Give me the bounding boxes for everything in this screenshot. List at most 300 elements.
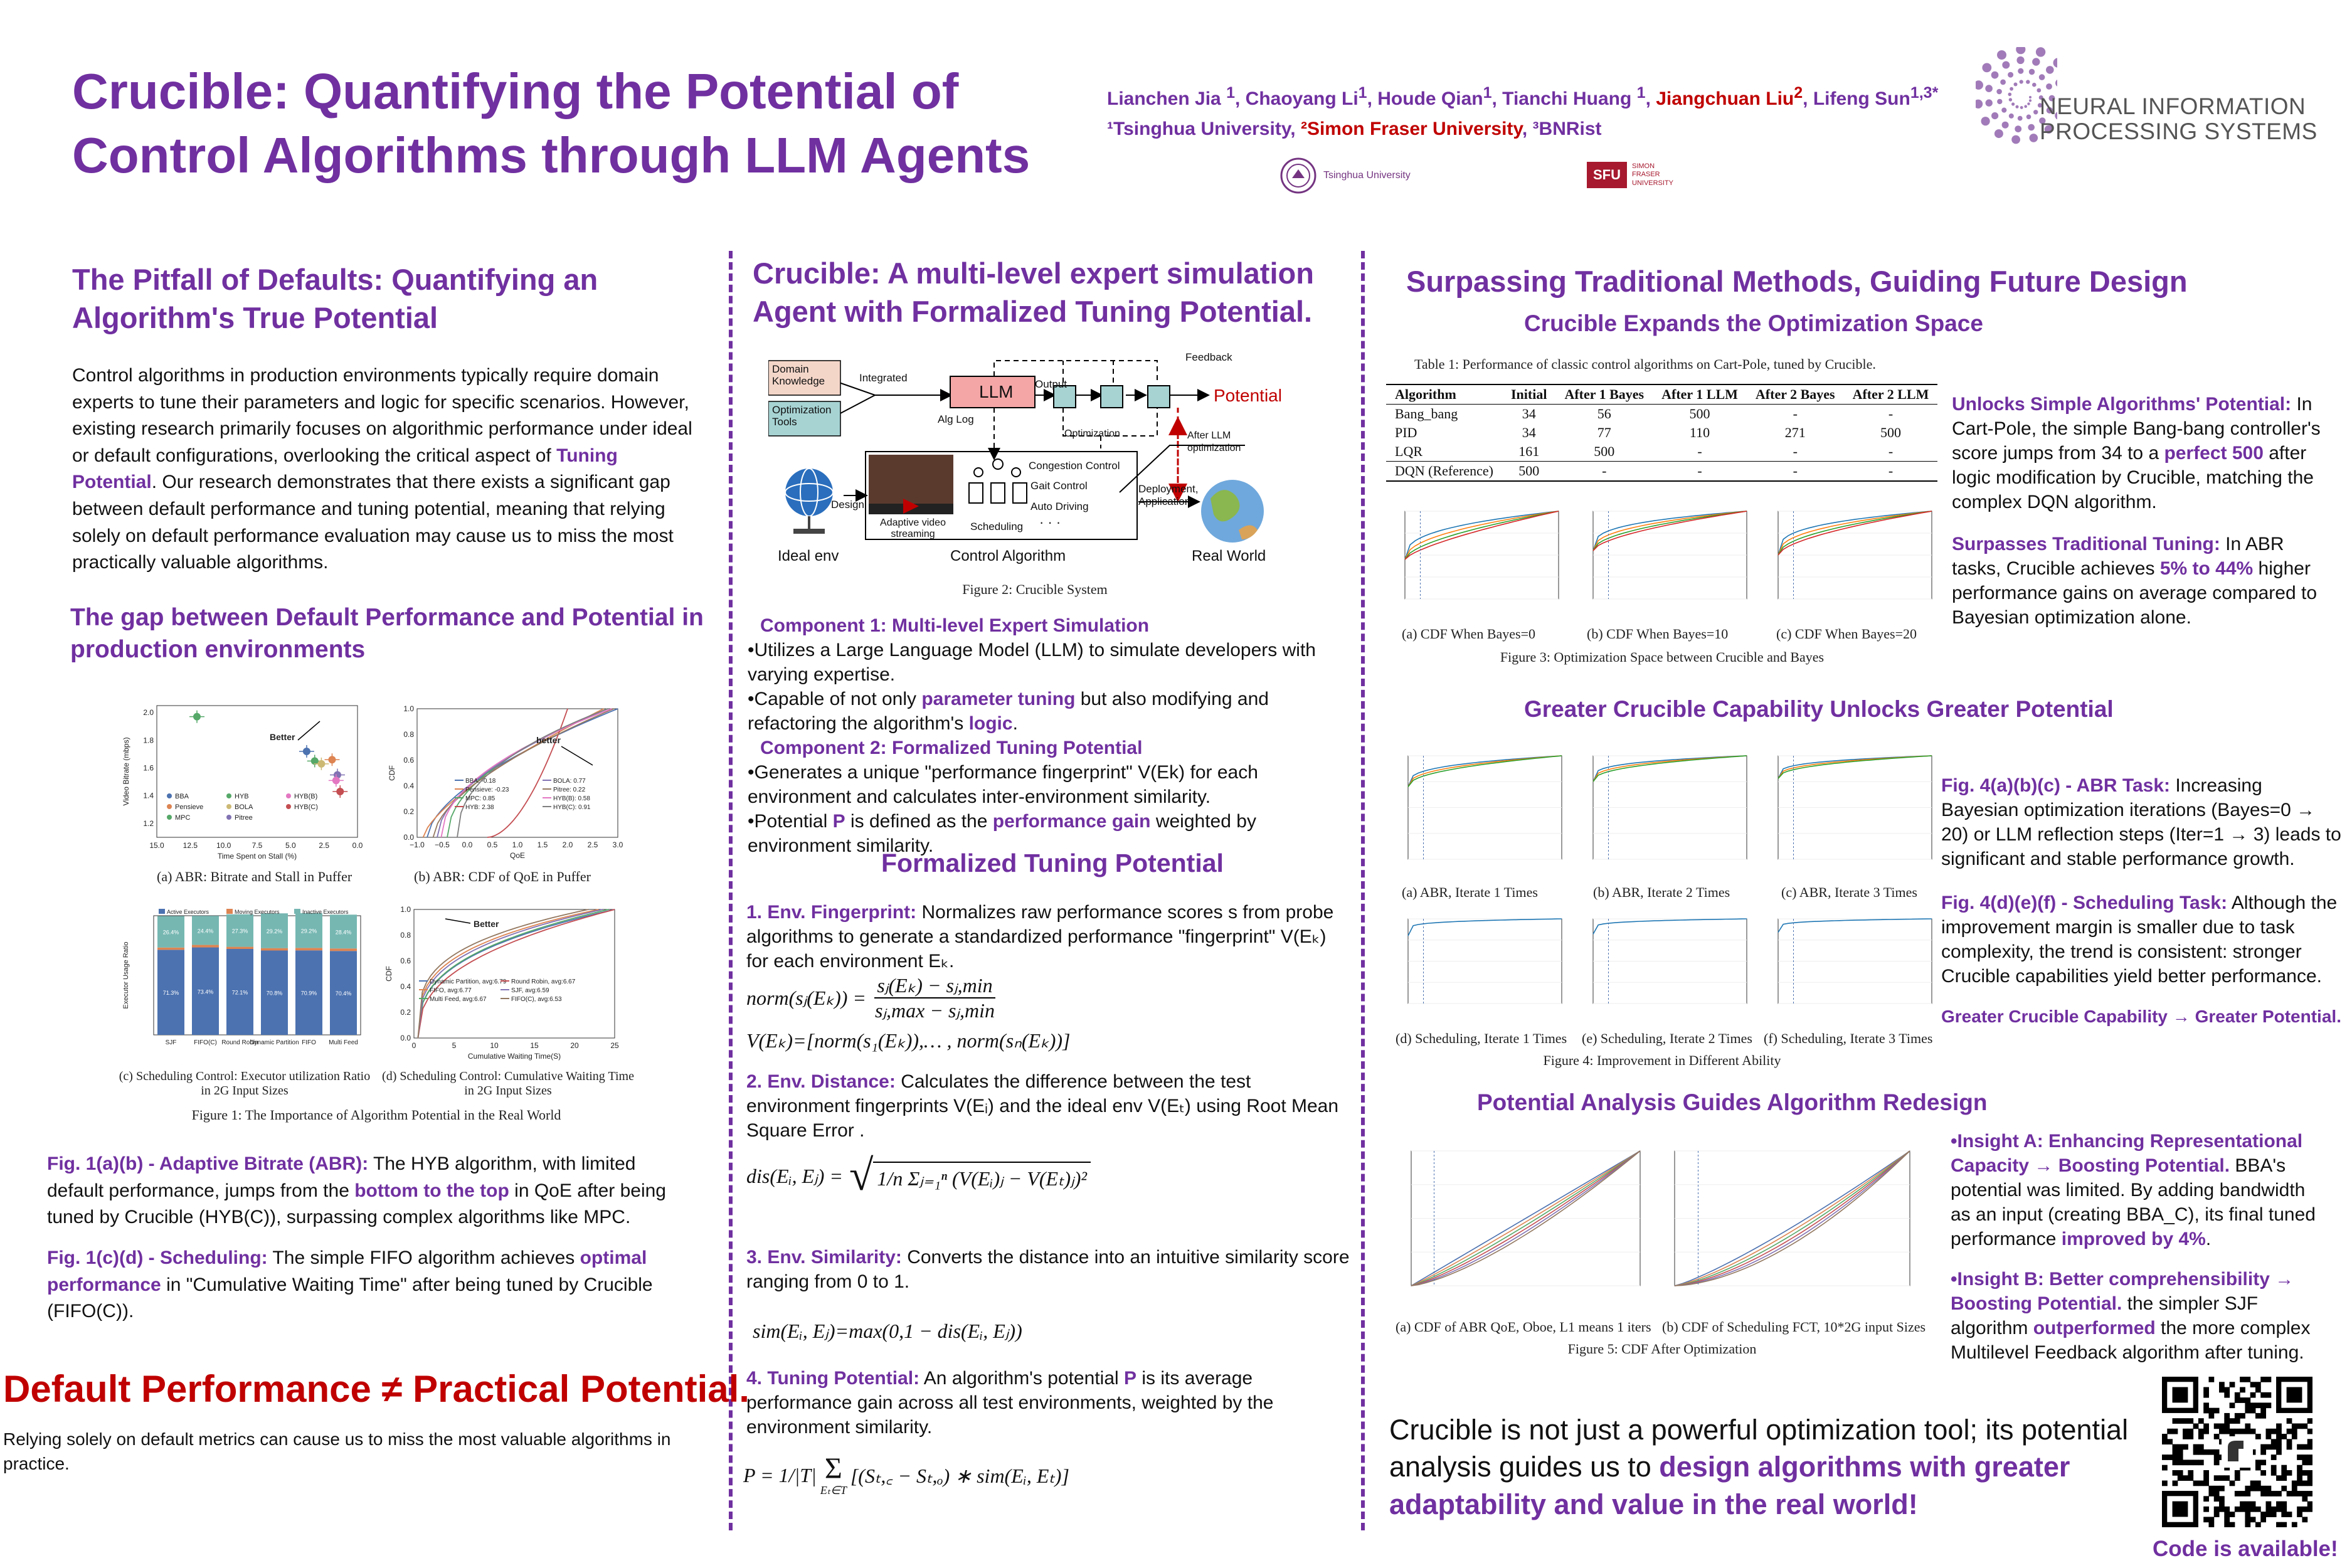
highlight: 5% to 44% <box>2159 558 2254 579</box>
qr-module <box>2307 1459 2312 1465</box>
fig1d-caption: (d) Scheduling Control: Cumulative Waiting Time in 2G Input Sizes <box>382 1069 634 1098</box>
text: in "Cumulative Waiting Time" after being tuned by Crucible (FIFO(C)). <box>47 1274 653 1322</box>
qr-module <box>2255 1465 2261 1471</box>
qr-module <box>2266 1507 2272 1512</box>
insight-a-text <box>1951 1129 2327 1251</box>
author-name: Jiangchuan Liu <box>1656 88 1794 109</box>
qr-module <box>2281 1470 2287 1476</box>
text: Increasing Bayesian optimization iterations (Bayes=0 → 20) or LLM reflection steps (Iter=1 → 3) leads to significant and stable performance growth. <box>1941 775 2341 869</box>
text: weighted by environment similarity. <box>748 811 1256 856</box>
qr-module <box>2219 1496 2225 1502</box>
qr-module <box>2307 1470 2312 1476</box>
qr-module <box>2224 1475 2230 1481</box>
data-point <box>332 776 340 784</box>
legend-label: HYB(B): 0.58 <box>553 795 590 802</box>
qr-module <box>2224 1423 2230 1429</box>
legend-swatch <box>294 909 300 914</box>
qr-module <box>2271 1491 2277 1496</box>
y-tick-label: 1.0 <box>403 704 414 713</box>
qr-module <box>2292 1423 2297 1429</box>
qr-module <box>2271 1512 2277 1517</box>
integrated-label: Integrated <box>859 372 908 384</box>
text: Calculates the difference between the test environment fingerprints V(Eᵢ) and the ideal env V(Eₜ) using Root Mean Square Error . <box>746 1071 1339 1141</box>
table-header: Initial <box>1502 384 1555 405</box>
author-names: Lianchen Jia $^1$, Chaoyang Li$^1$, Houde Qian$^1$, Tianchi Huang $^1$, Jiangchuan Liu$^2$, Lifeng Sun$^{1,3*}$ <box>1107 84 1939 109</box>
qr-module <box>2250 1429 2256 1434</box>
key-claim: Default Performance ≠ Practical Potential. <box>3 1368 750 1410</box>
x-tick-label: 15 <box>530 1041 539 1050</box>
qr-module <box>2281 1522 2287 1527</box>
qr-module <box>2214 1512 2220 1517</box>
alg-log-label: Alg Log <box>938 413 974 425</box>
component1-title: Component 1: Multi-level Expert Simulation <box>760 615 1150 636</box>
qr-module <box>2250 1408 2256 1414</box>
x-tick-label: 25 <box>610 1041 619 1050</box>
domain-knowledge-box: Domain Knowledge <box>772 363 825 387</box>
qr-module <box>2297 1481 2302 1486</box>
qr-module <box>2292 1434 2297 1439</box>
cdf-line <box>1408 756 1562 787</box>
qr-module <box>2219 1486 2225 1491</box>
y-tick-label: 2.0 <box>143 708 154 718</box>
qr-module <box>2245 1507 2250 1512</box>
qr-module <box>2230 1522 2235 1527</box>
qr-module <box>2230 1402 2235 1408</box>
highlight: optimal performance <box>47 1248 647 1295</box>
qr-module <box>2173 1454 2178 1460</box>
fig4d-cdf <box>1386 913 1574 1029</box>
text: is its average performance gain across all test environments, weighted by the environment similarity. <box>746 1368 1274 1438</box>
qr-code-icon[interactable] <box>2162 1377 2312 1527</box>
highlight: outperformed <box>2033 1318 2156 1338</box>
scheduling-label: Scheduling <box>970 521 1024 532</box>
legend-marker <box>226 804 231 809</box>
sub1-heading: Crucible Expands the Optimization Space <box>1524 310 1983 336</box>
author-aff: 1 <box>1226 84 1235 102</box>
qr-module <box>2162 1439 2168 1444</box>
qr-module <box>2198 1481 2204 1486</box>
ideal-env-label: Ideal env <box>778 548 839 564</box>
y-axis-label: Video Bitrate (mbps) <box>122 737 130 806</box>
qr-module <box>2224 1522 2230 1527</box>
tsinghua-seal-icon <box>1279 157 1317 194</box>
fig1b-caption: (b) ABR: CDF of QoE in Puffer <box>414 869 591 884</box>
qr-module <box>2214 1486 2220 1491</box>
qr-module <box>2292 1491 2297 1496</box>
cdf-line <box>1778 919 1932 933</box>
qr-module <box>2287 1439 2292 1444</box>
sfu-logo-mark: SFU <box>1587 162 1627 188</box>
formalized-heading: Formalized Tuning Potential <box>881 849 1224 877</box>
better-annotation: Better <box>270 732 295 742</box>
x-tick-label: 10.0 <box>216 841 231 850</box>
qr-module <box>2224 1418 2230 1424</box>
logo-dot <box>2024 105 2027 108</box>
table-row <box>1386 423 1937 442</box>
tsinghua-logo <box>1279 157 1411 194</box>
y-tick-label: 0.6 <box>403 756 414 765</box>
table-cell: - <box>1888 406 1894 421</box>
x-tick-label: 0.0 <box>462 840 473 849</box>
legend-label: MPC <box>175 814 191 822</box>
step-label: 1. Env. Fingerprint: <box>746 902 917 923</box>
text: . <box>1012 713 1018 734</box>
qr-module <box>2307 1418 2312 1424</box>
qr-module <box>2230 1382 2235 1387</box>
qr-module <box>2255 1459 2261 1465</box>
better-annotation: better <box>536 735 561 745</box>
fig1c-bar <box>119 906 370 1076</box>
text: Normalizes raw performance scores s from probe algorithms to generate a standardized performance "fingerprint" V(Eₖ) for each environment Eₖ. <box>746 902 1334 972</box>
legend-label: BOLA <box>235 803 253 811</box>
table-cell: - <box>1653 462 1747 482</box>
eq-lhs: dis(Eᵢ, Eⱼ) = <box>746 1165 843 1187</box>
x-tick-label: 5 <box>452 1041 457 1050</box>
qr-module <box>2219 1507 2225 1512</box>
qr-module <box>2297 1465 2302 1471</box>
equation-fingerprint: V(Eₖ)=[norm(s₁(Eₖ)),… , norm(sₙ(Eₖ))] <box>746 1029 1071 1052</box>
x-category-label: FIFO(C) <box>194 1039 217 1046</box>
x-category-label: Dynamic Partition <box>250 1039 299 1046</box>
cdf-line <box>1408 919 1562 936</box>
bar-value-label: 28.4% <box>335 929 352 936</box>
plot-frame <box>154 916 361 1035</box>
qr-module <box>2287 1418 2292 1424</box>
qr-module <box>2276 1439 2282 1444</box>
stacked-bar-segment <box>295 948 322 950</box>
qr-module <box>2287 1470 2292 1476</box>
qr-module <box>2162 1434 2168 1439</box>
label: Fig. 4(d)(e)(f) - Scheduling Task: <box>1941 893 2228 913</box>
qr-module <box>2203 1392 2209 1398</box>
legend-marker <box>167 804 172 809</box>
affiliation: Simon Fraser University <box>1306 119 1522 139</box>
qr-module <box>2208 1517 2214 1522</box>
qr-module <box>2245 1522 2250 1527</box>
qr-module <box>2173 1429 2178 1434</box>
x-tick-label: 0 <box>411 1041 416 1050</box>
aff-number: ¹ <box>1107 119 1113 139</box>
intro-text-post: . Our research demonstrates that there exists a significant gap between default performance and tuning potential, meaning that relying solely on default performance evaluation may cause us to miss the most practically valuable algorithms. <box>72 472 674 573</box>
logo-dot <box>2009 114 2014 119</box>
author-name: Houde Qian <box>1377 88 1483 109</box>
qr-module <box>2188 1429 2193 1434</box>
table-cell: 77 <box>1597 425 1611 440</box>
qr-module <box>2219 1475 2225 1481</box>
title-line-2: Control Algorithms through LLM Agents <box>72 127 1030 184</box>
table-cell: LQR <box>1395 443 1422 459</box>
table-cell: 34 <box>1522 425 1536 440</box>
qr-module <box>2266 1512 2272 1517</box>
qr-module <box>2245 1377 2250 1382</box>
qr-module <box>2214 1507 2220 1512</box>
qr-module <box>2302 1459 2307 1465</box>
equation-potential: P = 1/|T| Σ Eₜ∈T [(Sₜ,꜀ − Sₜ,ₒ) ∗ sim(Eᵢ, Eₜ)] <box>743 1452 1069 1496</box>
qr-module <box>2235 1418 2240 1424</box>
cdf-line <box>418 909 615 1038</box>
logo-dot <box>2001 108 2006 113</box>
logo-dot <box>2016 47 2025 54</box>
logo-dot <box>2026 115 2032 120</box>
legend-marker <box>226 793 231 798</box>
qr-module <box>2203 1507 2209 1512</box>
qr-module <box>2193 1459 2199 1465</box>
logo-dot <box>1985 85 1993 92</box>
qr-module <box>2183 1418 2188 1424</box>
qr-module <box>2250 1382 2256 1387</box>
table-row <box>1386 442 1937 462</box>
qr-module <box>2281 1486 2287 1491</box>
equation-norm <box>746 973 997 1022</box>
logo-dot <box>2009 98 2012 101</box>
qr-module <box>2307 1429 2312 1434</box>
title-line-1: Crucible: Quantifying the Potential of <box>72 63 959 119</box>
stacked-bar-segment <box>226 947 253 949</box>
author-name: Chaoyang Li <box>1245 88 1359 109</box>
cdf-line <box>427 709 618 837</box>
data-point <box>328 756 336 763</box>
qr-module <box>2203 1402 2209 1408</box>
logo-dot <box>2033 110 2038 114</box>
x-tick-label: 2.0 <box>562 840 573 849</box>
qr-module <box>2214 1475 2220 1481</box>
qr-module <box>2203 1517 2209 1522</box>
fig2-caption: Figure 2: Crucible System <box>962 581 1108 597</box>
stacked-bar-segment <box>261 948 288 951</box>
deployment-label: Deployment, Application <box>1138 483 1199 507</box>
fig3-caption: Figure 3: Optimization Space between Crucible and Bayes <box>1500 649 1825 665</box>
x-tick-label: 7.5 <box>252 841 263 850</box>
bar-value-label: 24.4% <box>197 928 214 935</box>
server-icons <box>969 459 1027 503</box>
logo-dot <box>2016 105 2019 109</box>
y-tick-label: 0.0 <box>403 833 414 842</box>
qr-module <box>2266 1502 2272 1507</box>
surpasses-text <box>1952 532 2334 630</box>
potential-label: Potential <box>1214 386 1282 405</box>
qr-module <box>2219 1387 2225 1393</box>
fig4f-caption: (f) Scheduling, Iterate 3 Times <box>1764 1030 1933 1046</box>
qr-module <box>2235 1491 2240 1496</box>
legend-label: Pitree <box>235 814 253 822</box>
text: Although the improvement margin is smaller due to task complexity, the trend is consistent: stronger Crucible capabilities yield better performance. <box>1941 893 2338 987</box>
label: •Insight A: Enhancing Representational Capacity → Boosting Potential. <box>1951 1131 2303 1176</box>
qr-module <box>2276 1522 2282 1527</box>
text: but also modifying and refactoring the algorithm's <box>748 689 1269 734</box>
text: The simple FIFO algorithm achieves <box>267 1248 580 1268</box>
real-world-earth-icon <box>1201 480 1264 543</box>
x-axis-label: Cumulative Waiting Time(S) <box>467 1052 561 1061</box>
qr-module <box>2245 1491 2250 1496</box>
bar-value-label: 29.2% <box>266 928 283 935</box>
fig4c-cdf <box>1756 750 1944 884</box>
qr-module <box>2297 1444 2302 1450</box>
fig4e-cdf <box>1571 913 1759 1029</box>
qr-module <box>2235 1507 2240 1512</box>
optimization-tools-box: Optimization Tools <box>772 404 832 428</box>
author-aff: 1 <box>1358 84 1367 102</box>
text: higher performance gains on average compared to Bayesian optimization alone. <box>1952 558 2318 628</box>
eq-fraction: 1/n <box>877 1167 903 1190</box>
aff-number: ³ <box>1532 119 1539 139</box>
qr-module <box>2219 1429 2225 1434</box>
qr-module <box>2260 1392 2266 1398</box>
qr-module <box>2224 1387 2230 1393</box>
y-tick-label: 0.0 <box>400 1034 411 1042</box>
x-tick-label: 5.0 <box>285 841 296 850</box>
qr-module <box>2287 1512 2292 1517</box>
logo-dot <box>2027 102 2030 105</box>
qr-module <box>2250 1507 2256 1512</box>
cdf-line <box>418 909 615 1038</box>
logo-dot <box>2055 79 2057 87</box>
cdf-line <box>441 709 612 837</box>
neurips-line-1: NEURAL INFORMATION <box>2040 93 2306 119</box>
table-cell: - <box>1844 462 1938 482</box>
qr-finder <box>2287 1387 2302 1403</box>
qr-module <box>2260 1491 2266 1496</box>
qr-module <box>2208 1491 2214 1496</box>
fig3c-cdf <box>1756 505 1944 624</box>
logo-dot <box>2046 66 2054 74</box>
label: Surpasses Traditional Tuning: <box>1952 534 2220 554</box>
qr-module <box>2198 1418 2204 1424</box>
logo-dot <box>2008 93 2012 97</box>
qr-module <box>2260 1402 2266 1408</box>
highlight: perfect 500 <box>2164 443 2264 464</box>
qr-module <box>2230 1481 2235 1486</box>
qr-module <box>2198 1444 2204 1450</box>
eq-body: [(Sₜ,꜀ − Sₜ,ₒ) ∗ sim(Eᵢ, Eₜ)] <box>850 1465 1069 1487</box>
logo-dot <box>2037 88 2041 93</box>
qr-module <box>2255 1522 2261 1527</box>
label: Unlocks Simple Algorithms' Potential: <box>1952 394 2292 415</box>
qr-module <box>2178 1444 2183 1450</box>
qr-module <box>2240 1491 2245 1496</box>
code-available-link[interactable]: Code is available! <box>2153 1537 2338 1561</box>
qr-module <box>2260 1470 2266 1476</box>
qr-module <box>2240 1502 2245 1507</box>
cdf-line <box>487 709 568 837</box>
logo-dot <box>2011 135 2020 144</box>
qr-module <box>2271 1465 2277 1471</box>
qr-module <box>2219 1382 2225 1387</box>
qr-module <box>2260 1459 2266 1465</box>
author-name: Lifeng Sun <box>1813 88 1910 109</box>
logo-dot <box>1996 89 2002 95</box>
bar-value-label: 72.1% <box>231 989 248 996</box>
logo-dot <box>2032 83 2037 87</box>
logo-dot <box>1982 63 1991 73</box>
fig5a-caption: (a) CDF of ABR QoE, Oboe, L1 means 1 iters <box>1396 1319 1651 1335</box>
legend-label: HYB: 2.38 <box>465 804 494 811</box>
component1-bullet-1: •Utilizes a Large Language Model (LLM) to simulate developers with varying expertise. <box>748 640 1316 685</box>
fig1ab-explanation <box>47 1151 693 1231</box>
eq-lhs: norm(sⱼ(Eₖ)) = <box>746 987 866 1009</box>
fig4b-caption: (b) ABR, Iterate 2 Times <box>1593 884 1730 900</box>
qr-module <box>2167 1429 2173 1434</box>
x-tick-label: 2.5 <box>319 841 330 850</box>
logo-dot <box>1994 129 2003 138</box>
legend-label: HYB <box>235 793 249 800</box>
qr-module <box>2193 1481 2199 1486</box>
logo-dot <box>1991 112 1998 119</box>
table-cell: 500 <box>1689 406 1710 421</box>
y-tick-label: 0.4 <box>400 982 411 991</box>
qr-module <box>2250 1481 2256 1486</box>
llm-box: LLM <box>979 382 1014 401</box>
legend-swatch <box>159 909 165 914</box>
table-header: After 2 LLM <box>1844 384 1938 405</box>
x-tick-label: 0.0 <box>352 841 363 850</box>
qr-module <box>2260 1444 2266 1450</box>
qr-module <box>2208 1408 2214 1414</box>
qr-module <box>2198 1449 2204 1455</box>
qr-module <box>2276 1423 2282 1429</box>
qr-module <box>2255 1387 2261 1393</box>
logo-dot <box>2028 124 2035 131</box>
qr-module <box>2230 1429 2235 1434</box>
qr-module <box>2297 1491 2302 1496</box>
real-world-label: Real World <box>1192 548 1266 564</box>
author-aff: 1 <box>1483 84 1492 102</box>
qr-module <box>2214 1449 2220 1455</box>
design-label: Design <box>831 499 864 511</box>
legend-label: Round Robin, avg:6.67 <box>511 978 576 985</box>
highlight: improved by 4% <box>2061 1229 2206 1249</box>
equation-distance: dis(Eᵢ, Eⱼ) = √ 1/n Σⱼ₌₁ⁿ (V(Eᵢ)ⱼ − V(Eₜ)ⱼ)² <box>746 1151 1091 1201</box>
table-header: Algorithm <box>1386 384 1502 405</box>
cdf-line <box>1593 756 1747 781</box>
logo-dot <box>1981 117 1990 125</box>
qr-module <box>2162 1465 2168 1471</box>
x-axis-label: Time Spent on Stall (%) <box>217 852 297 861</box>
qr-module <box>2302 1496 2307 1502</box>
qr-module <box>2188 1459 2193 1465</box>
x-axis-label: QoE <box>509 851 526 860</box>
qr-module <box>2167 1454 2173 1460</box>
qr-module <box>2255 1507 2261 1512</box>
fig5-caption: Figure 5: CDF After Optimization <box>1567 1341 1757 1357</box>
table-cell: DQN (Reference) <box>1386 462 1502 482</box>
data-point <box>317 760 325 768</box>
logo-dot <box>1986 99 1993 106</box>
qr-module <box>2203 1449 2209 1455</box>
qr-module <box>2224 1413 2230 1419</box>
step3-text <box>746 1245 1352 1294</box>
crucible-system-diagram <box>768 348 1333 586</box>
x-tick-label: 2.5 <box>587 840 598 849</box>
x-tick-label: 12.5 <box>183 841 198 850</box>
logo-dot <box>2008 72 2013 78</box>
unlocks-text <box>1952 392 2334 514</box>
qr-module <box>2255 1481 2261 1486</box>
qr-module <box>2214 1496 2220 1502</box>
cdf-line <box>1778 756 1932 778</box>
bar-value-label: 26.4% <box>162 929 179 936</box>
qr-module <box>2297 1475 2302 1481</box>
y-tick-label: 0.8 <box>403 730 414 739</box>
x-category-label: Multi Feed <box>329 1039 358 1046</box>
qr-module <box>2235 1392 2240 1398</box>
cdf-line <box>1405 511 1559 559</box>
fig3a-caption: (a) CDF When Bayes=0 <box>1402 626 1536 642</box>
qr-module <box>2271 1429 2277 1434</box>
logo-dot <box>2020 106 2023 109</box>
qr-module <box>2307 1444 2312 1450</box>
qr-module <box>2276 1502 2282 1507</box>
text: Crucible is not just a powerful optimization tool; its potential analysis guides us to <box>1389 1414 2129 1483</box>
